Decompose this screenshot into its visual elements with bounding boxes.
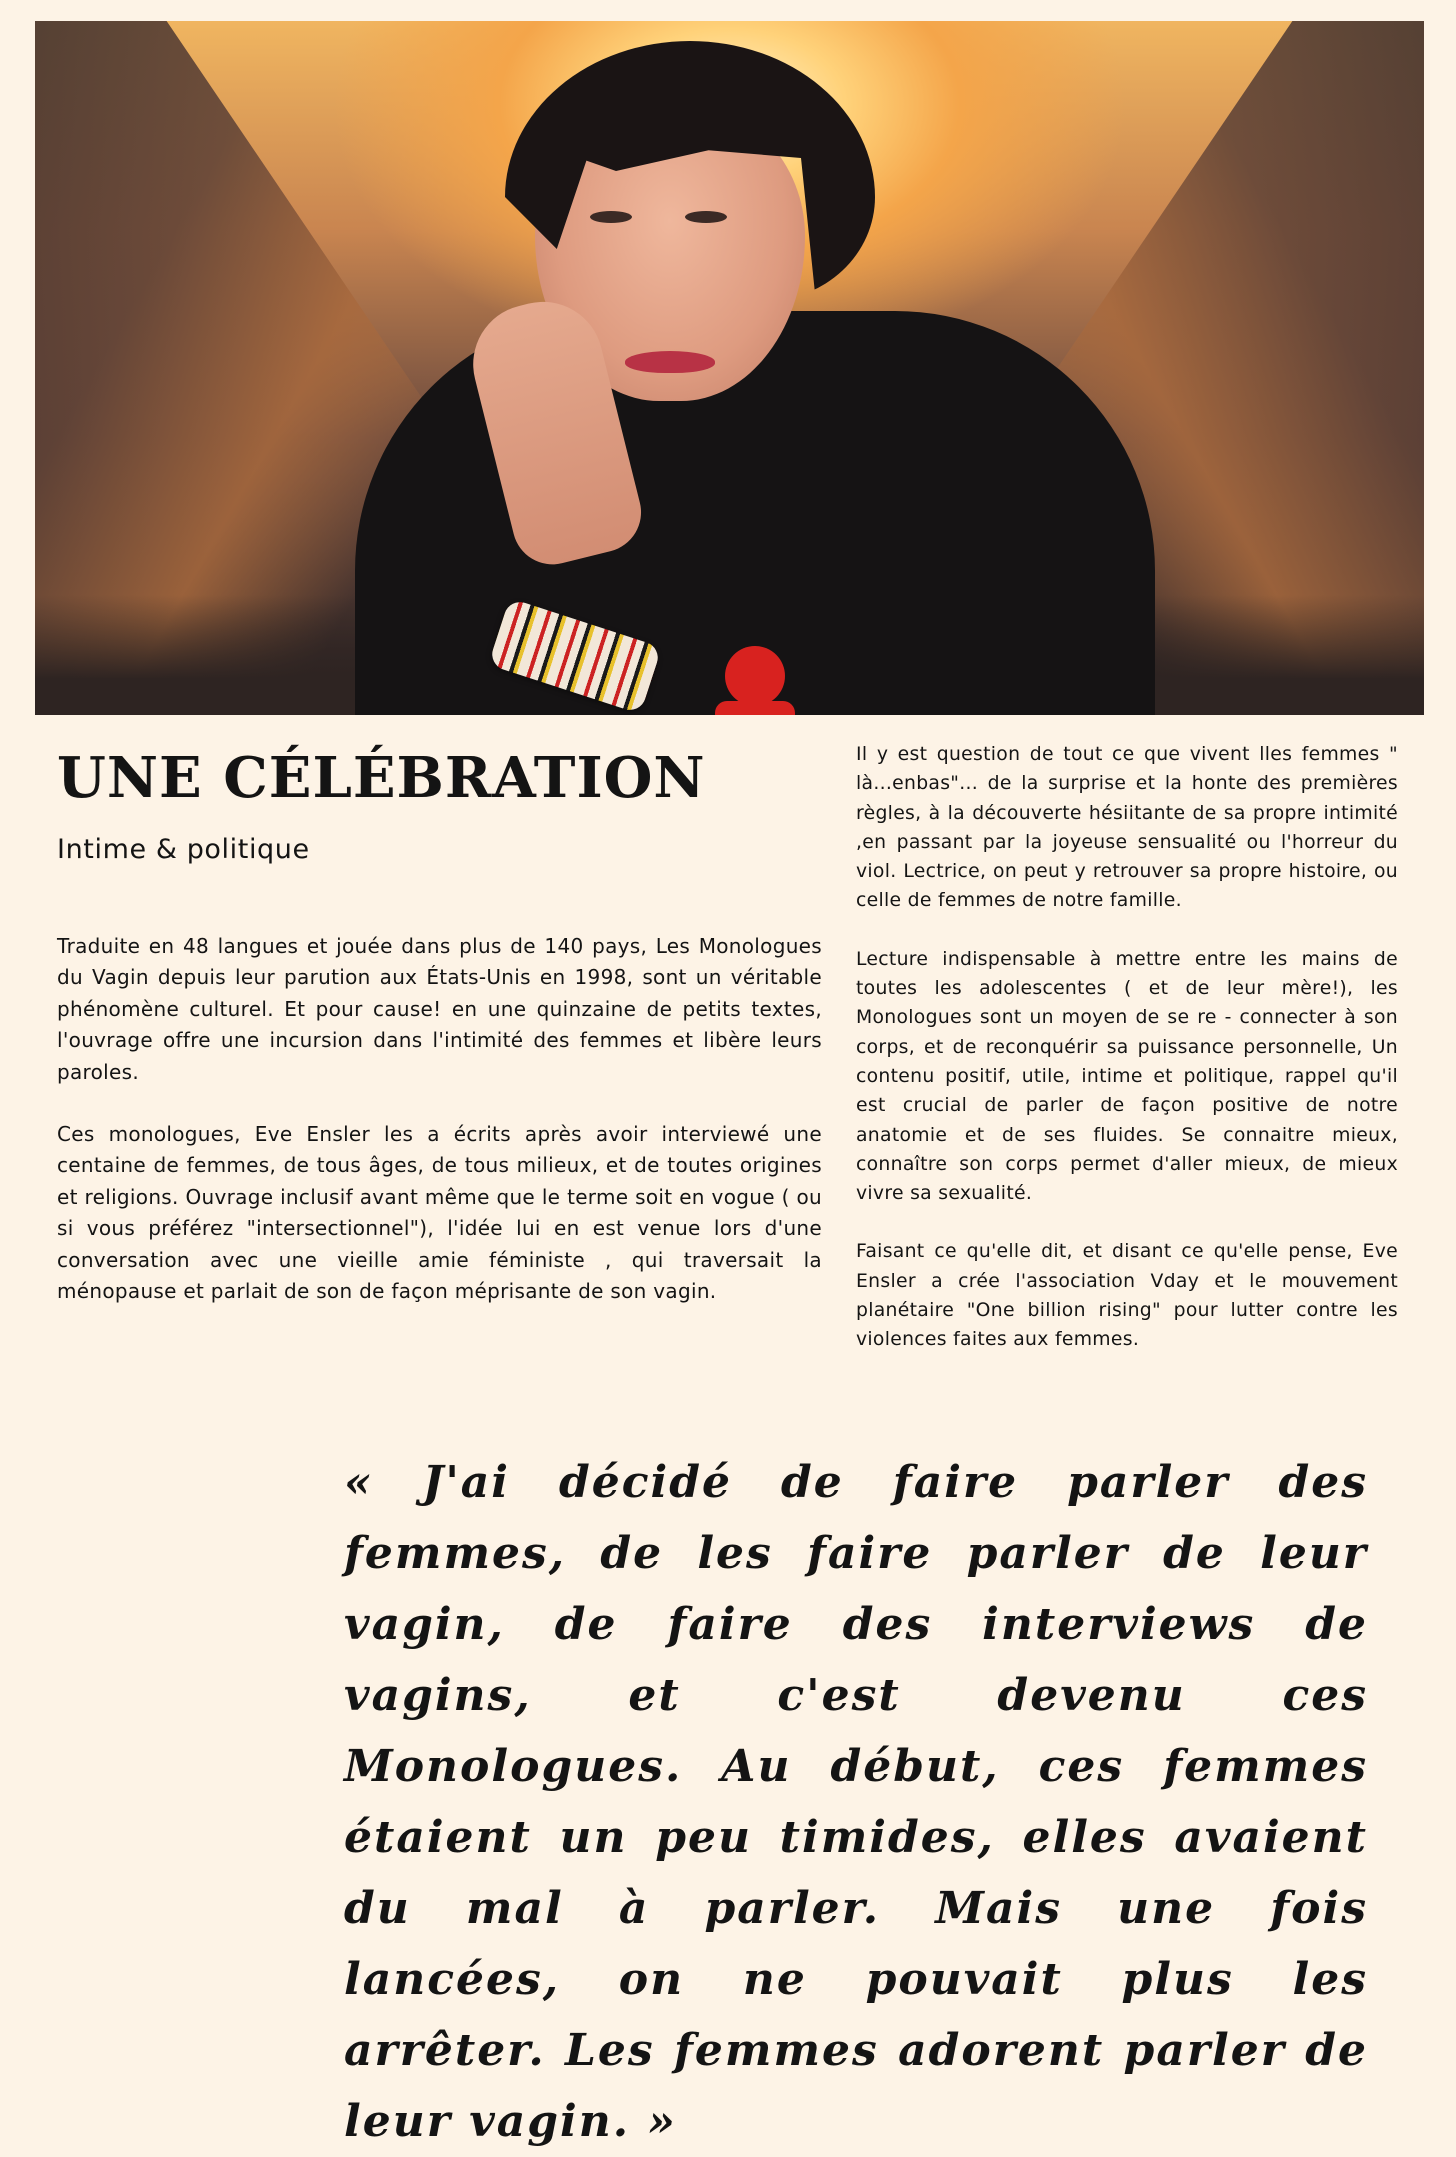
paragraph: Faisant ce qu'elle dit, et disant ce qu'elle pense, Eve Ensler a crée l'association Vday et le mouvement planétaire "One billion rising" pour lutter contre les violences faites aux femmes. (856, 1241, 1398, 1351)
right-text-column (856, 740, 1398, 1355)
paragraph: Ces monologues, Eve Ensler les a écrits après avoir interviewé une centaine de femmes, de tous âges, de tous milieux, et de toutes origines et religions. Ouvrage inclusif avant même que le terme soit en vogue ( ou si vous préférez "intersectionnel"), l'idée lui en est venue lors d'une conversation avec une vieille amie féministe , qui traversait la ménopause et parlait de son de façon méprisante de son vagin. (57, 1122, 822, 1304)
lips (625, 351, 715, 373)
left-eye (590, 211, 632, 223)
left-text-column (57, 931, 822, 1307)
shirt-logo-base (715, 701, 795, 715)
author-portrait-photo (35, 21, 1424, 715)
shirt-logo-dot (725, 646, 785, 706)
paragraph: Il y est question de tout ce que vivent lles femmes " là...enbas"... de la surprise et la honte des premières règles, à la découverte hésiitante de sa propre intimité ,en passant par la joyeuse sensualité ou l'horreur du viol. Lectrice, on peut y retrouver sa propre histoire, ou celle de femmes de notre famille. (856, 744, 1398, 912)
page-title: UNE CÉLÉBRATION (57, 745, 706, 811)
paragraph: Traduite en 48 langues et jouée dans plus de 140 pays, Les Monologues du Vagin depuis leur parution aux États-Unis en 1998, sont un véritable phénomène culturel. Et pour cause! en une quinzaine de petits textes, l'ouvrage offre une incursion dans l'intimité des femmes et libère leurs paroles. (57, 934, 822, 1084)
page-subtitle: Intime & politique (57, 834, 310, 865)
pull-quote: « J'ai décidé de faire parler des femmes, de les faire parler de leur vagin, de faire des interviews de vagins, et c'est devenu ces Monologues. Au début, ces femmes étaient un peu timides, elles avaient du mal à parler. Mais une fois lancées, on ne pouvait plus les arrêter. Les femmes adorent parler de leur vagin. » (344, 1457, 1368, 2147)
paragraph: Lecture indispensable à mettre entre les mains de toutes les adolescentes ( et de leur mère!), les Monologues sont un moyen de se re - connecter à son corps, et de reconquérir sa puissance personnelle, Un contenu positif, utile, intime et politique, rappel qu'il est crucial de parler de façon positive de notre anatomie et de ses fluides. Se connaitre mieux, connaître son corps permet d'aller mieux, de mieux vivre sa sexualité. (856, 948, 1398, 1205)
right-eye (685, 211, 727, 223)
